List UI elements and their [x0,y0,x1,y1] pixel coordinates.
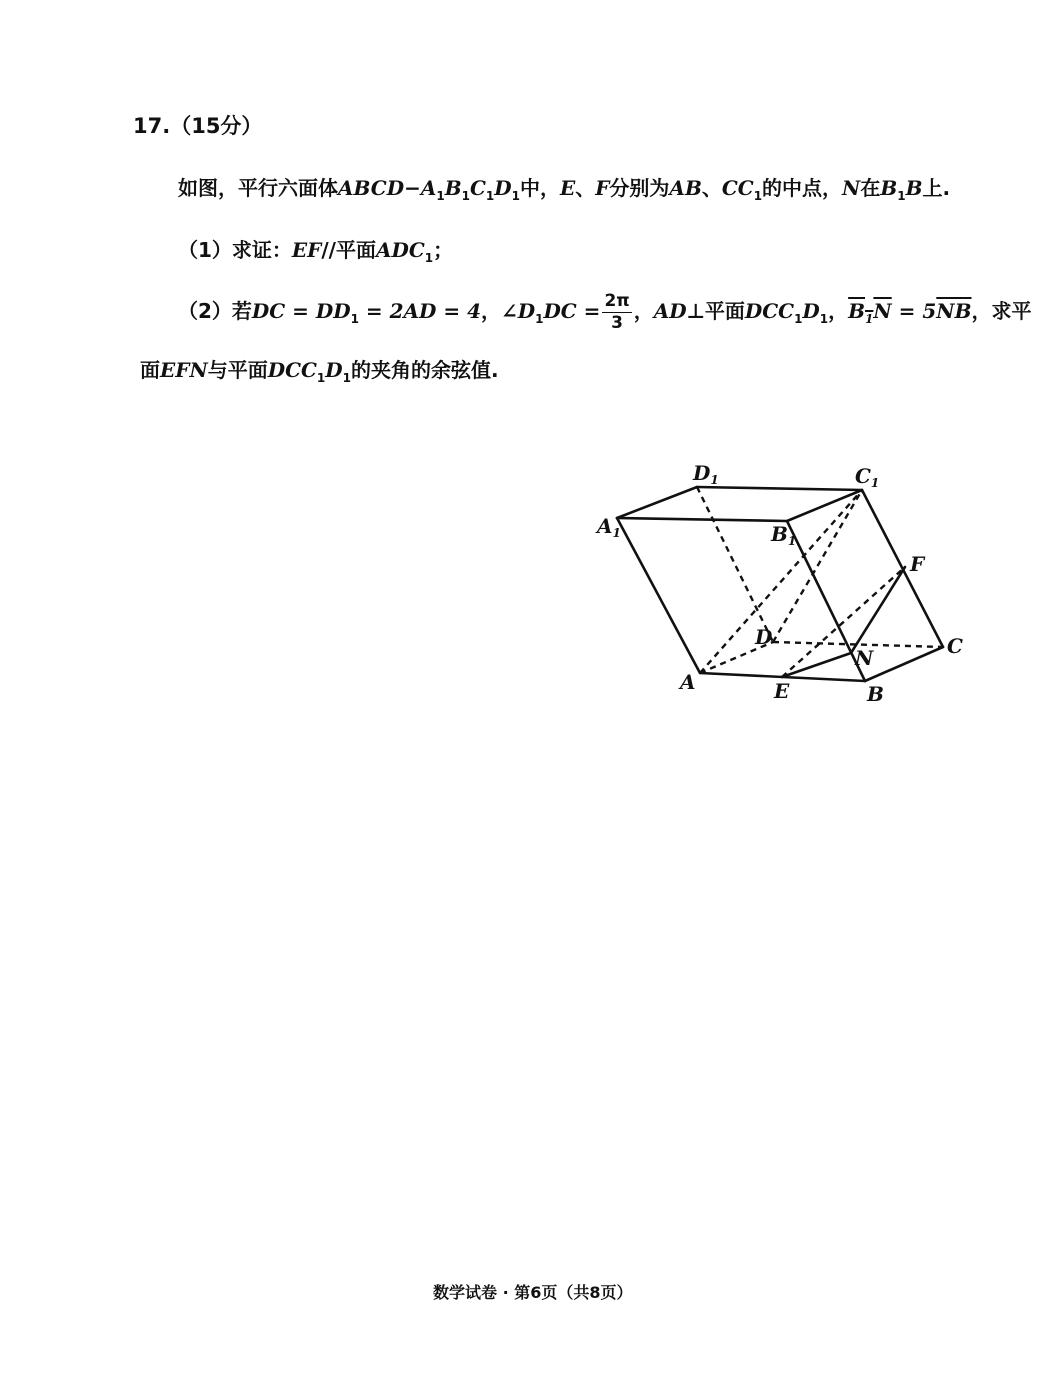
question-header [133,110,262,140]
edge-C-C1 [862,490,943,647]
segment-F-N [851,567,905,653]
segment-A-C1 [700,490,862,673]
edge-D1-D [697,487,773,642]
edge-B1-B [787,521,865,681]
label-A: A [680,670,696,694]
label-D1: $D_1$ [693,461,719,487]
label-N: N [855,646,874,670]
label-A1: $A_1$ [597,514,621,540]
label-B: B [867,682,884,706]
question-number: 17. [133,114,171,138]
problem-statement: 如图，平行六面体$ABCD-A_1B_1C_1D_1$中，E、F分别为AB、$CC_1$的中点，N在$B_1B$上. [178,176,951,203]
fraction: $\frac{2\pi}{3}$ [604,291,630,333]
edge-D1-C1 [697,487,862,490]
label-C1: $C_1$ [855,464,880,490]
part-2: （2）若DC = $DD_1 = 2AD = 4$，$\angle D_1DC$ = $\frac{2\pi}{3}$ ，AD⊥平面$DCC_1D_1$，$B_1N = 5\overline{NB}$，求平 [178,291,1032,333]
label-F: F [910,552,925,576]
segment-D-C1 [773,490,862,642]
segment-E-F [782,567,905,677]
parallelepiped-figure [585,455,985,710]
label-D: D [755,625,773,649]
part-1: （1）求证：EF//平面$ADC_1$； [178,238,454,265]
edge-C1-B1 [787,490,862,521]
edge-B-C [865,647,943,681]
question-score: （15分） [170,114,263,138]
edge-B1-A1 [617,518,787,521]
label-B1: $B_1$ [771,522,797,548]
segment-E-N [782,653,851,677]
part-2-continued: 面EFN与平面$DCC_1D_1$的夹角的余弦值. [140,358,499,385]
page-footer: 数学试卷 · 第6页（共8页） [433,1283,633,1302]
label-E: E [774,679,790,703]
edge-A1-D1 [617,487,697,518]
label-C: C [947,634,963,658]
edge-A1-A [617,518,700,673]
